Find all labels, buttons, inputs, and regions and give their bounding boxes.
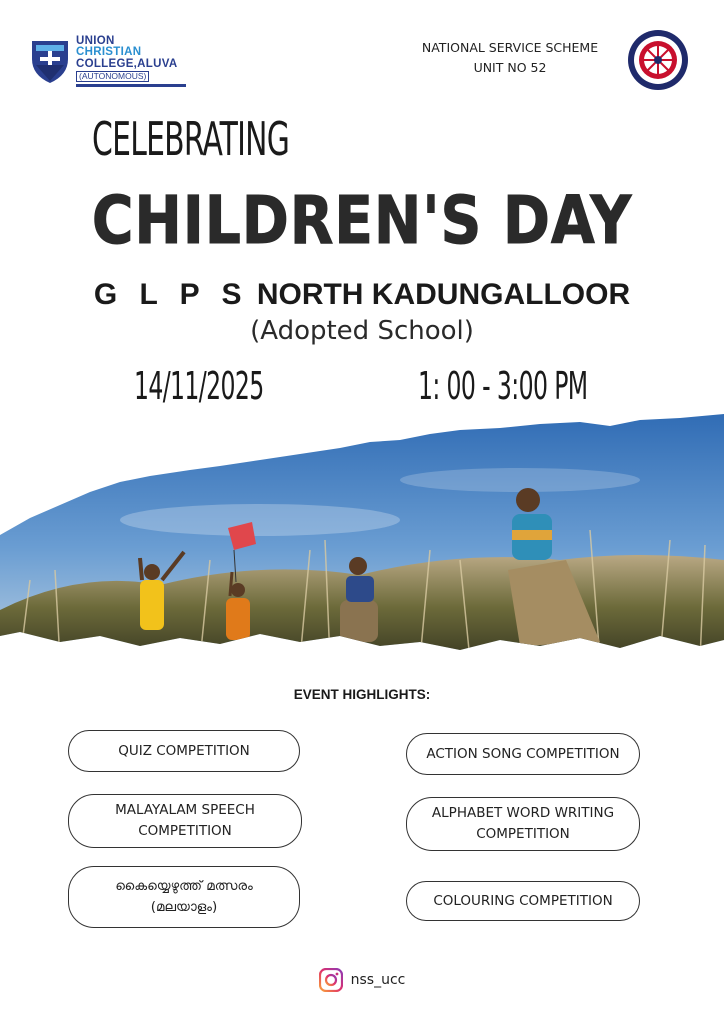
social-footer xyxy=(0,968,724,992)
instagram-icon[interactable] xyxy=(319,968,343,992)
nss-heading xyxy=(404,38,616,78)
children-playing-photo xyxy=(0,410,724,660)
college-name-line-2: CHRISTIAN xyxy=(76,46,142,58)
highlight-handwriting xyxy=(68,866,300,928)
event-time: 1: 00 - 3:00 PM xyxy=(418,364,588,408)
highlight-quiz xyxy=(68,730,300,772)
adopted-label: (Adopted School) xyxy=(250,316,474,346)
highlight-alphabet-line-1: ALPHABET WORD WRITING xyxy=(431,805,615,821)
highlight-alphabet-line-2: COMPETITION xyxy=(476,826,570,842)
nss-emblem-icon xyxy=(626,28,690,92)
highlight-quiz-label: QUIZ COMPETITION xyxy=(118,742,250,759)
college-logo xyxy=(30,32,190,90)
highlight-colouring-label: COLOURING COMPETITION xyxy=(433,892,613,909)
highlight-speech-line-1: MALAYALAM SPEECH xyxy=(115,802,255,818)
college-shield-icon xyxy=(30,37,70,85)
highlights-title: EVENT HIGHLIGHTS: xyxy=(293,687,431,702)
college-autonomous: (AUTONOMOUS) xyxy=(76,71,149,82)
highlight-colouring xyxy=(406,881,640,921)
nss-title: NATIONAL SERVICE SCHEME xyxy=(421,40,599,55)
celebrating-heading: CELEBRATING xyxy=(92,112,290,166)
highlight-action-song xyxy=(406,733,640,775)
school-place: NORTH KADUNGALLOOR xyxy=(248,278,631,311)
highlight-handwriting-line-2: (മലയാളം) xyxy=(150,899,218,915)
college-name-line-3: COLLEGE,ALUVA xyxy=(76,57,178,70)
instagram-handle[interactable]: nss_ucc xyxy=(350,972,406,988)
highlight-speech-line-2: COMPETITION xyxy=(138,823,232,839)
event-date: 14/11/2025 xyxy=(134,364,264,408)
school-initials: G L P S xyxy=(93,278,249,311)
highlight-alphabet-writing xyxy=(406,797,640,851)
highlight-handwriting-line-1: കൈയ്യെഴുത്ത് മത്സരം xyxy=(115,878,253,894)
college-rule xyxy=(76,84,186,87)
highlight-action-song-label: ACTION SONG COMPETITION xyxy=(426,745,620,762)
college-name-line-1: UNION xyxy=(76,34,115,47)
highlight-malayalam-speech xyxy=(68,794,302,848)
nss-unit: UNIT NO 52 xyxy=(473,60,547,75)
school-name xyxy=(0,278,724,312)
main-title: CHILDREN'S DAY xyxy=(91,182,633,259)
